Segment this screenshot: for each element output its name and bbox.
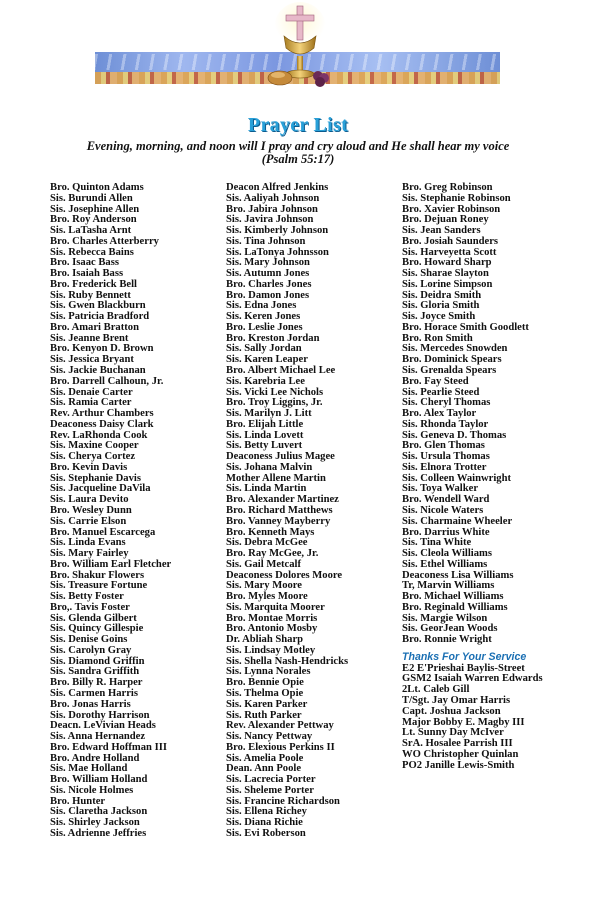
list-item: Sis. Edna Jones — [226, 300, 297, 312]
list-item: Sis. Linda Martin — [226, 483, 307, 495]
list-item: Bro. Myles Moore — [226, 591, 308, 603]
list-item: Sis. Mary Johnson — [226, 257, 310, 269]
list-item: Bro. Jabira Johnson — [226, 203, 318, 215]
list-item: Rev. Alexander Pettway — [226, 720, 334, 732]
list-item: Sis. Burundi Allen — [50, 192, 133, 204]
list-item: Sis. Glenda Gilbert — [50, 612, 137, 624]
list-item: Sis. Geneva D. Thomas — [402, 429, 507, 441]
list-item: Sis. Debra McGee — [226, 537, 308, 549]
list-item: Sis. Autumn Jones — [226, 268, 310, 280]
list-item: Deaconess Lisa Williams — [402, 569, 514, 581]
list-item: Sis. Ethel Williams — [402, 558, 488, 570]
list-item: Bro. Charles Atterberry — [50, 235, 159, 247]
list-item: Deaconess Dolores Moore — [226, 569, 343, 581]
list-item: T/Sgt. Jay Omar Harris — [402, 694, 511, 706]
list-item: Sis. Mary Moore — [226, 580, 303, 592]
list-item: Sis. Thelma Opie — [226, 687, 304, 699]
list-item: Sis. LaTasha Arnt — [50, 225, 132, 237]
list-item: Sis. Dorothy Harrison — [50, 709, 150, 721]
list-item: Bro. Ron Smith — [402, 332, 473, 344]
list-item: Bro. Damon Jones — [226, 289, 310, 301]
list-item: Sis. Pearlie Steed — [402, 386, 480, 398]
list-item: Sis. Mercedes Snowden — [402, 343, 508, 355]
list-item: Sis. Josephine Allen — [50, 203, 140, 215]
list-item: Sis. Maxine Cooper — [50, 440, 139, 452]
list-item: Bro. Jonas Harris — [50, 698, 131, 710]
list-item: Sis. Amelia Poole — [226, 752, 304, 764]
list-item: Bro. Michael Williams — [402, 591, 504, 603]
list-item: Sis. Grenalda Spears — [402, 365, 497, 377]
list-item: Sis. Denise Goins — [50, 634, 128, 646]
list-item: Sis. Cheryl Thomas — [402, 397, 491, 409]
list-item: Bro. Greg Robinson — [402, 182, 493, 193]
list-item: Bro. Darrell Calhoun, Jr. — [50, 375, 164, 387]
list-item: Sis. Denaie Carter — [50, 386, 133, 398]
list-item: Bro. Alexander Martinez — [226, 494, 339, 506]
list-item: Sis. Carmen Harris — [50, 687, 138, 699]
list-item: Sis. Colleen Wainwright — [402, 472, 511, 484]
list-item: Sis. Diamond Griffin — [50, 655, 145, 667]
list-item: Sis. Evi Roberson — [226, 827, 306, 839]
list-item: Sis. Javira Johnson — [226, 214, 314, 226]
list-item: Sis. Quincy Gillespie — [50, 623, 144, 635]
list-item: Deacn. LeVivian Heads — [50, 720, 156, 732]
list-item: Sis. Treasure Fortune — [50, 580, 148, 592]
list-item: Sis. Marquita Moorer — [226, 601, 325, 613]
list-item: Sis. Gwen Blackburn — [50, 300, 146, 312]
list-item: Sis. Ruby Bennett — [50, 289, 131, 301]
scripture-verse — [0, 140, 596, 166]
verse-text: Evening, morning, and noon will I pray and cry aloud and He shall hear my voice — [86, 139, 510, 153]
list-item: Bro. Shakur Flowers — [50, 569, 145, 581]
list-item: Bro. Kevin Davis — [50, 461, 128, 473]
list-item: Bro. Kenneth Mays — [226, 526, 315, 538]
list-item: GSM2 Isaiah Warren Edwards — [402, 673, 543, 685]
list-item: PO2 Janille Lewis-Smith — [402, 759, 515, 771]
list-item: Sis. Gail Metcalf — [226, 558, 302, 570]
list-item: Sis. Jackie Buchanan — [50, 365, 146, 377]
list-item: Sis. Tina White — [402, 537, 472, 549]
list-item: Sis. Ellena Richey — [226, 806, 307, 818]
list-item: Bro. Roy Anderson — [50, 214, 137, 226]
list-item: Bro. Andre Holland — [50, 752, 140, 764]
list-item: Bro. Xavier Robinson — [402, 203, 501, 215]
list-item: Sis. Lacrecia Porter — [226, 774, 316, 786]
list-item: Dr. Abliah Sharp — [226, 634, 304, 646]
list-item: Sis. Joyce Smith — [402, 311, 476, 323]
list-item: Capt. Joshua Jackson — [402, 705, 501, 717]
list-item: Sis. Lynna Norales — [226, 666, 311, 678]
list-item: Sis. GeorJean Woods — [402, 623, 498, 635]
list-item: Sis. Mae Holland — [50, 763, 128, 775]
list-item: E2 E'Prieshai Baylis-Street — [402, 662, 525, 674]
list-item: Sis. Jean Sanders — [402, 225, 481, 237]
list-item: Bro. Isaiah Bass — [50, 268, 124, 280]
list-item: Sis. Lindsay Motley — [226, 644, 316, 656]
list-item: Deaconess Julius Magee — [226, 451, 335, 463]
list-item: Sis. Ursula Thomas — [402, 451, 490, 463]
list-item: Sis. Ruth Parker — [226, 709, 302, 721]
list-item: SrA. Hosalee Parrish III — [402, 738, 513, 750]
list-item: Sis. Betty Foster — [50, 591, 124, 603]
list-item: Sis. Margie Wilson — [402, 612, 488, 624]
verse-reference: (Psalm 55:17) — [261, 152, 335, 166]
list-item: Sis. Kimberly Johnson — [226, 225, 329, 237]
list-item: Sis. Toya Walker — [402, 483, 479, 495]
list-item: Sis. Karen Parker — [226, 698, 308, 710]
list-item: Dean. Ann Poole — [226, 763, 302, 775]
list-item: Sis. Jacqueline DaVila — [50, 483, 151, 495]
list-item: Bro. Fay Steed — [402, 375, 469, 387]
list-item: Deaconess Daisy Clark — [50, 418, 154, 430]
list-item: Sis. Nicole Waters — [402, 504, 484, 516]
list-item: Sis. Charmaine Wheeler — [402, 515, 513, 527]
list-item: Sis. Betty Luvert — [226, 440, 303, 452]
names-column-3 — [402, 183, 592, 771]
list-item: Sis. Aaliyah Johnson — [226, 192, 320, 204]
list-item: Bro. Montae Morris — [226, 612, 318, 624]
list-item: Sis. Stephanie Robinson — [402, 192, 511, 204]
list-item: Bro. Troy Liggins, Jr. — [226, 397, 323, 409]
list-item: Rev. Arthur Chambers — [50, 408, 154, 420]
list-item: 2Lt. Caleb Gill — [402, 684, 470, 696]
list-item: Bro. Billy R. Harper — [50, 677, 143, 689]
list-item: Deacon Alfred Jenkins — [226, 182, 329, 193]
list-item: Bro. William Holland — [50, 774, 148, 786]
list-item: Bro. Edward Hoffman III — [50, 741, 167, 753]
list-item: Sis. Vicki Lee Nichols — [226, 386, 324, 398]
list-item: Bro,. Tavis Foster — [50, 601, 130, 613]
list-item: Sis. Sandra Griffith — [50, 666, 140, 678]
list-item: Bro. Charles Jones — [226, 278, 312, 290]
list-item: Mother Allene Martin — [226, 472, 326, 484]
list-item: Bro. Darrius White — [402, 526, 490, 538]
list-item: Sis. Harveyetta Scott — [402, 246, 497, 258]
list-item: Bro. Leslie Jones — [226, 321, 303, 333]
list-item: Sis. Cleola Williams — [402, 548, 492, 560]
list-item: Bro. Horace Smith Goodlett — [402, 321, 529, 333]
list-item: Sis. Ramia Carter — [50, 397, 132, 409]
list-item: Sis. Shella Nash-Hendricks — [226, 655, 349, 667]
list-item: Sis. Gloria Smith — [402, 300, 480, 312]
list-item: Lt. Sunny Day McIver — [402, 727, 504, 739]
names-column-2 — [226, 183, 401, 840]
list-item: Sis. Sheleme Porter — [226, 784, 314, 796]
list-item: Sis. Karen Leaper — [226, 354, 308, 366]
list-item: Bro. Dominick Spears — [402, 354, 502, 366]
list-item: Sis. Jessica Bryant — [50, 354, 134, 366]
list-item: Bro. Manuel Escarcega — [50, 526, 156, 538]
list-item: Sis. Jeanne Brent — [50, 332, 129, 344]
list-item: Sis. Karebria Lee — [226, 375, 305, 387]
list-item: Bro. Dejuan Roney — [402, 214, 489, 226]
service-heading: Thanks For Your Service — [402, 650, 527, 663]
list-item: Sis. Rebecca Bains — [50, 246, 134, 258]
list-item: Bro. Hunter — [50, 795, 106, 807]
list-item: Sis. Elnora Trotter — [402, 461, 487, 473]
list-item: Sis. Carolyn Gray — [50, 644, 132, 656]
list-item: Bro. Ray McGee, Jr. — [226, 548, 319, 560]
list-item: Sis. Diana Richie — [226, 817, 303, 829]
communion-chalice-cross-icon — [258, 2, 342, 94]
list-item: Bro. Ronnie Wright — [402, 634, 492, 646]
list-item: Bro. Quinton Adams — [50, 182, 144, 193]
list-item: Bro. Vanney Mayberry — [226, 515, 331, 527]
list-item: Bro. Wesley Dunn — [50, 504, 132, 516]
list-item: Sis. Marilyn J. Litt — [226, 408, 312, 420]
list-item: Bro. Glen Thomas — [402, 440, 485, 452]
list-item: Sis. Laura Devito — [50, 494, 129, 506]
list-item: Sis. Deidra Smith — [402, 289, 482, 301]
page-title: Prayer List — [247, 114, 349, 136]
list-item: Major Bobby E. Magby III — [402, 716, 525, 728]
list-item: Sis. Tina Johnson — [226, 235, 306, 247]
list-item: Bro. Kenyon D. Brown — [50, 343, 154, 355]
list-item: Sis. Linda Lovett — [226, 429, 304, 441]
list-item: Sis. Sharae Slayton — [402, 268, 489, 280]
list-item: Sis. Nicole Holmes — [50, 784, 134, 796]
list-item: Bro. Amari Bratton — [50, 321, 139, 333]
list-item: Bro. Bennie Opie — [226, 677, 304, 689]
list-item: Sis. Mary Fairley — [50, 548, 129, 560]
list-item: Sis. Shirley Jackson — [50, 817, 140, 829]
list-item: Sis. Nancy Pettway — [226, 731, 313, 743]
list-item: Sis. Keren Jones — [226, 311, 301, 323]
list-item: Sis. Adrienne Jeffries — [50, 827, 147, 839]
list-item: Sis. Francine Richardson — [226, 795, 340, 807]
list-item: Bro. Elijah Little — [226, 418, 304, 430]
list-item: Sis. Anna Hernandez — [50, 731, 146, 743]
list-item: Rev. LaRhonda Cook — [50, 429, 148, 441]
list-item: Sis. Linda Evans — [50, 537, 126, 549]
list-item: Sis. Stephanie Davis — [50, 472, 141, 484]
list-item: Sis. Claretha Jackson — [50, 806, 148, 818]
list-item: Sis. Rhonda Taylor — [402, 418, 489, 430]
list-item: Sis. Lorine Simpson — [402, 278, 493, 290]
list-item: Bro. Kreston Jordan — [226, 332, 320, 344]
list-item: Bro. Antonio Mosby — [226, 623, 318, 635]
list-item: Sis. Carrie Elson — [50, 515, 127, 527]
list-item: Bro. Isaac Bass — [50, 257, 119, 269]
service-names-list — [402, 664, 592, 772]
names-column-3-list — [402, 183, 592, 646]
list-item: WO Christopher Quinlan — [402, 748, 519, 760]
list-item: Bro. Albert Michael Lee — [226, 365, 336, 377]
names-column-1 — [50, 183, 225, 840]
list-item: Sis. LaTonya Johnsson — [226, 246, 329, 258]
list-item: Sis. Cherya Cortez — [50, 451, 136, 463]
list-item: Sis. Johana Malvin — [226, 461, 313, 473]
list-item: Bro. Elexious Perkins II — [226, 741, 335, 753]
list-item: Bro. Richard Matthews — [226, 504, 333, 516]
list-item: Tr, Marvin Williams — [402, 580, 495, 592]
list-item: Bro. Frederick Bell — [50, 278, 137, 290]
list-item: Bro. Wendell Ward — [402, 494, 490, 506]
list-item: Bro. Alex Taylor — [402, 408, 477, 420]
list-item: Bro. Howard Sharp — [402, 257, 492, 269]
list-item: Bro. William Earl Fletcher — [50, 558, 172, 570]
list-item: Sis. Sally Jordan — [226, 343, 302, 355]
list-item: Bro. Reginald Williams — [402, 601, 508, 613]
list-item: Sis. Patricia Bradford — [50, 311, 150, 323]
list-item: Bro. Josiah Saunders — [402, 235, 499, 247]
